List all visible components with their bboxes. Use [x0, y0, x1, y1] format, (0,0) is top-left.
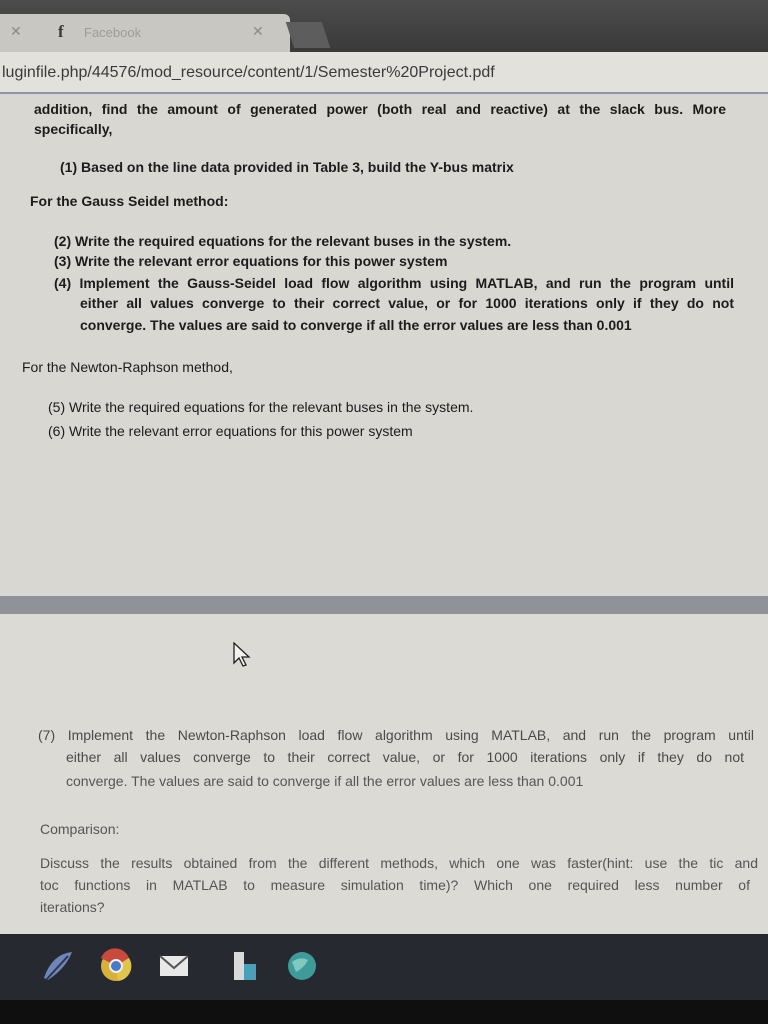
pdf-page-2 [0, 614, 768, 934]
item-7-line-1: (7) Implement the Newton-Raphson load flow algorithm using MATLAB, and run the program until [38, 727, 754, 743]
chrome-icon[interactable] [96, 944, 136, 988]
facebook-icon: f [58, 22, 64, 41]
item-7-line-3: converge. The values are said to converge if all the error values are less than 0.001 [66, 773, 584, 789]
url-text[interactable]: luginfile.php/44576/mod_resource/content/1/Semester%20Project.pdf [2, 64, 495, 81]
item-4-line-2: either all values converge to their correct value, or for 1000 iterations only if they do not [80, 295, 734, 311]
item-7-line-2: either all values converge to their correct value, or for 1000 iterations only if they do not [66, 749, 744, 765]
monitor-bezel [0, 1000, 768, 1024]
close-icon[interactable]: ✕ [10, 24, 22, 40]
comparison-line-3: iterations? [40, 899, 105, 915]
intro-line-1: addition, find the amount of generated power (both real and reactive) at the slack bus. More [34, 101, 726, 117]
pdf-page [0, 94, 768, 596]
comparison-line-2: toc functions in MATLAB to measure simulation time)? Which one required less number of [40, 877, 750, 893]
mouse-cursor-icon [232, 642, 252, 668]
item-5: (5) Write the required equations for the relevant buses in the system. [48, 399, 474, 415]
browser-tab[interactable] [0, 14, 290, 52]
newton-raphson-heading: For the Newton-Raphson method, [22, 359, 233, 375]
item-1: (1) Based on the line data provided in Table 3, build the Y-bus matrix [60, 159, 514, 175]
browser-tab-strip [0, 0, 768, 52]
comparison-line-1: Discuss the results obtained from the different methods, which one was faster(hint: use the tic and [40, 855, 758, 871]
mail-icon[interactable] [154, 944, 194, 988]
address-bar[interactable] [0, 52, 768, 94]
page-break [0, 596, 768, 614]
gauss-seidel-heading: For the Gauss Seidel method: [30, 193, 229, 209]
item-3: (3) Write the relevant error equations for this power system [54, 253, 448, 269]
tab-title: Facebook [84, 25, 142, 40]
new-tab-button[interactable] [286, 22, 330, 48]
item-2: (2) Write the required equations for the relevant buses in the system. [54, 233, 512, 249]
item-4-line-1: (4) Implement the Gauss-Seidel load flow algorithm using MATLAB, and run the program until [54, 275, 734, 291]
comparison-heading: Comparison: [40, 821, 120, 837]
app-icon[interactable] [224, 944, 264, 988]
globe-icon[interactable] [282, 944, 322, 988]
item-4-line-3: converge. The values are said to converge if all the error values are less than 0.001 [80, 317, 632, 333]
taskbar [0, 934, 768, 1000]
item-6: (6) Write the relevant error equations for this power system [48, 423, 413, 439]
feather-icon[interactable] [38, 944, 78, 988]
intro-line-2: specifically, [34, 121, 113, 137]
tab-close-icon[interactable]: ✕ [252, 24, 264, 40]
